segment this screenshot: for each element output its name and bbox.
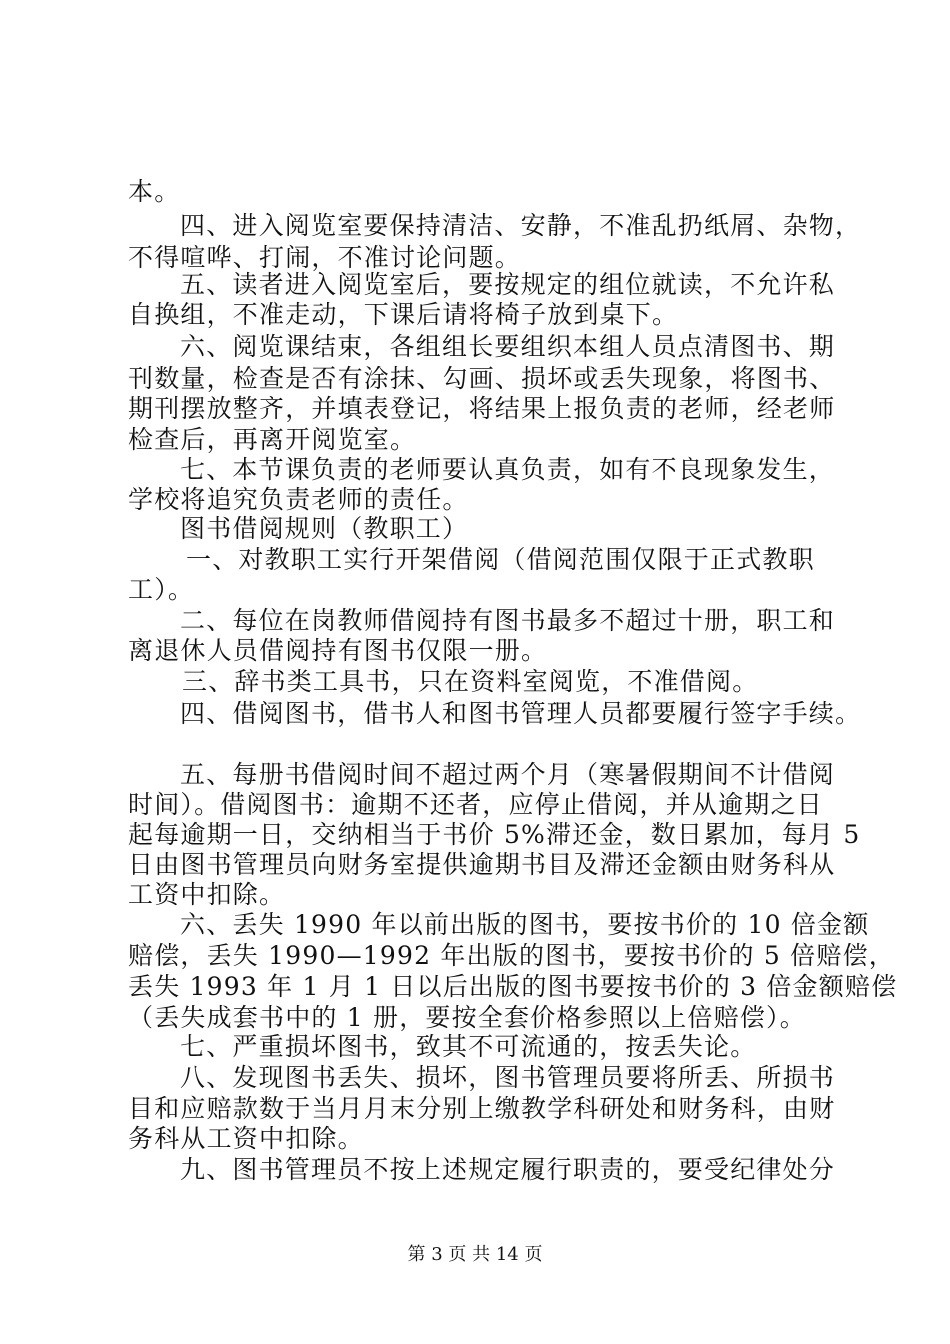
- text-line: 目和应赔款数于当月月末分别上缴教学科研处和财务科，由财: [128, 1094, 836, 1123]
- text-line: 四、进入阅览室要保持清洁、安静，不准乱扔纸屑、杂物，: [180, 211, 862, 240]
- text-line: 工资中扣除。: [128, 880, 286, 909]
- text-line: 起每逾期一日，交纳相当于书价 5%滞还金，数日累加，每月 5: [128, 820, 861, 849]
- text-line: 务科从工资中扣除。: [128, 1124, 364, 1153]
- text-line: 日由图书管理员向财务室提供逾期书目及滞还金额由财务科从: [128, 850, 836, 879]
- text-line: 六、丢失 1990 年以前出版的图书，要按书价的 10 倍金额: [180, 910, 870, 939]
- text-line: 时间）。借阅图书：逾期不还者，应停止借阅，并从逾期之日: [128, 790, 823, 819]
- text-line: 工）。: [128, 575, 195, 604]
- text-line: 检查后，再离开阅览室。: [128, 425, 417, 454]
- text-line: 八、发现图书丢失、损坏，图书管理员要将所丢、所损书: [180, 1063, 836, 1092]
- text-line: （丢失成套书中的 1 册，要按全套价格参照以上倍赔偿）。: [128, 1003, 806, 1032]
- text-line: 二、每位在岗教师借阅持有图书最多不超过十册，职工和: [180, 606, 836, 635]
- page-number-footer: 第 3 页 共 14 页: [407, 1244, 543, 1265]
- text-line: 赔偿，丢失 1990—1992 年出版的图书，要按书价的 5 倍赔偿，: [128, 941, 895, 970]
- text-line: 刊数量，检查是否有涂抹、勾画、损坏或丢失现象，将图书、: [128, 364, 836, 393]
- text-line: 丢失 1993 年 1 月 1 日以后出版的图书要按书价的 3 倍金额赔偿: [128, 972, 898, 1001]
- text-line: 一、对教职工实行开架借阅（借阅范围仅限于正式教职: [186, 545, 815, 574]
- text-line: 自换组，不准走动，下课后请将椅子放到桌下。: [128, 300, 679, 329]
- text-line: 五、每册书借阅时间不超过两个月（寒暑假期间不计借阅: [180, 760, 836, 789]
- text-line: 期刊摆放整齐，并填表登记，将结果上报负责的老师，经老师: [128, 394, 836, 423]
- text-line: 五、读者进入阅览室后，要按规定的组位就读，不允许私: [180, 270, 836, 299]
- section-heading: 图书借阅规则（教职工）: [180, 514, 469, 543]
- text-line: 七、本节课负责的老师要认真负责，如有不良现象发生，: [180, 455, 836, 484]
- text-line: 九、图书管理员不按上述规定履行职责的，要受纪律处分: [180, 1155, 836, 1184]
- text-line: 本。: [128, 177, 181, 206]
- text-line: 七、严重损坏图书，致其不可流通的，按丢失论。: [180, 1032, 757, 1061]
- text-line: 四、借阅图书，借书人和图书管理人员都要履行签字手续。: [180, 699, 862, 728]
- text-line: 离退休人员借阅持有图书仅限一册。: [128, 636, 548, 665]
- text-line: 学校将追究负责老师的责任。: [128, 485, 469, 514]
- text-line: 六、阅览课结束，各组组长要组织本组人员点清图书、期: [180, 332, 836, 361]
- text-line: 不得喧哗、打闹，不准讨论问题。: [128, 243, 522, 272]
- text-line: 三、辞书类工具书，只在资料室阅览，不准借阅。: [182, 667, 759, 696]
